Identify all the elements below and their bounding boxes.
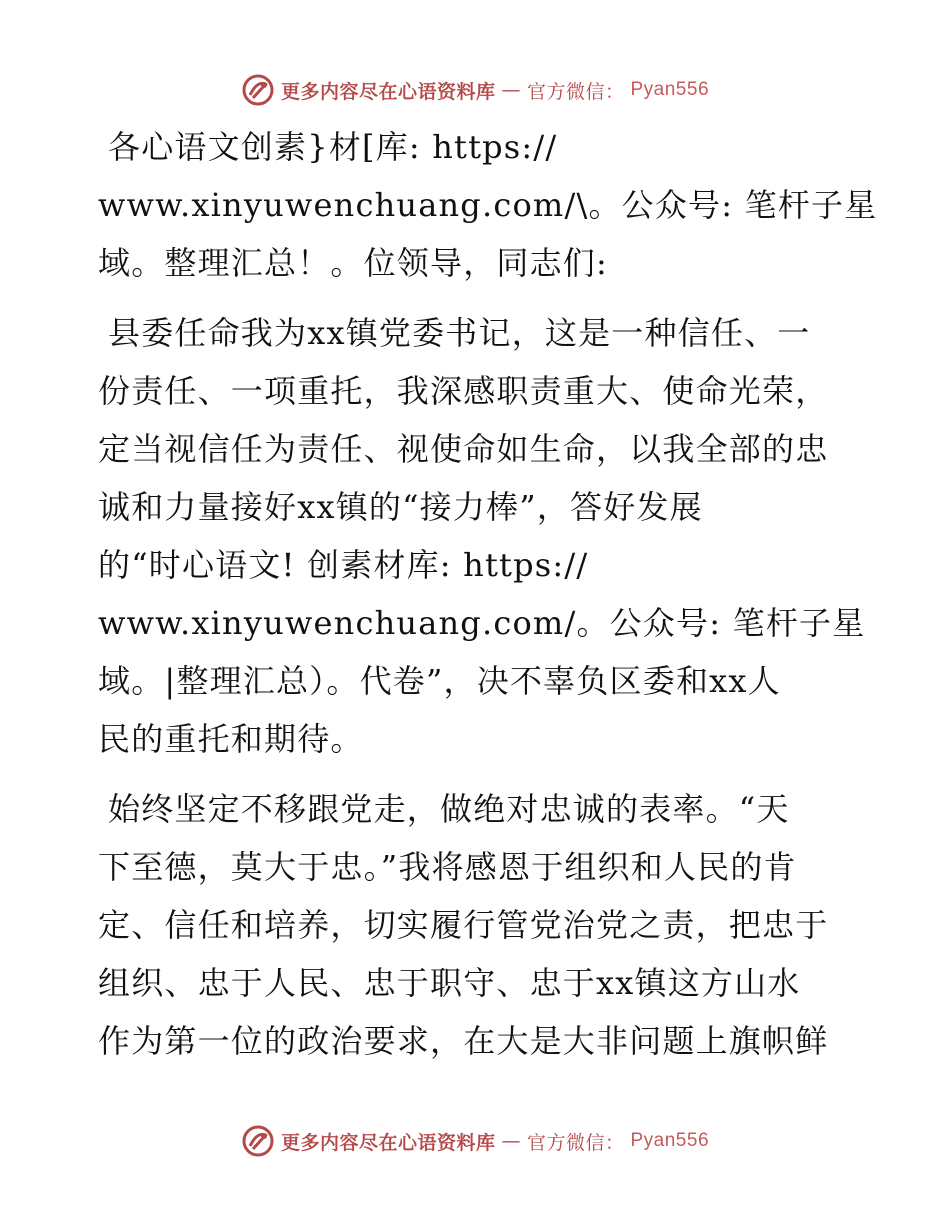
watermark-account: Pyan556 [630, 79, 710, 100]
watermark-wechat-label: 官方微信： [526, 80, 625, 103]
text-line: 的“时心语文! 创素材库: https:// [98, 546, 589, 584]
footer-watermark [0, 1121, 950, 1161]
watermark-text: 更多内容尽在心语资料库 [280, 1131, 496, 1154]
text-line: 各心语文创素}材[库: https:// [108, 128, 558, 166]
text-line: 县委任命我为xx镇党委书记，这是一种信任、一 [108, 314, 811, 352]
brand-logo-icon [241, 1124, 275, 1158]
watermark-separator: — [501, 79, 521, 101]
watermark-separator: — [501, 1130, 521, 1152]
text-line: 组织、忠于人民、忠于职守、忠于xx镇这方山水 [98, 964, 801, 1002]
text-line: 域。|整理汇总）。代卷”，决不辜负区委和xx人 [98, 662, 781, 700]
text-line: 诚和力量接好xx镇的“接力棒”，答好发展 [98, 488, 703, 526]
text-line: 域。整理汇总！。位领导，同志们: [98, 244, 608, 282]
paragraph-3 [98, 780, 850, 1070]
watermark-account: Pyan556 [630, 1130, 710, 1151]
paragraph-1 [98, 118, 878, 292]
text-line: 定当视信任为责任、视使命如生命，以我全部的忠 [98, 430, 829, 468]
text-line: 民的重托和期待。 [98, 720, 364, 758]
text-line: www.xinyuwenchuang.com/\。公众号: 笔杆子星 [98, 186, 878, 224]
text-line: 始终坚定不移跟党走，做绝对忠诚的表率。“天 [108, 790, 790, 828]
text-line: www.xinyuwenchuang.com/。公众号: 笔杆子星 [98, 604, 866, 642]
text-line: 定、信任和培养，切实履行管党治党之责，把忠于 [98, 906, 829, 944]
text-line: 作为第一位的政治要求，在大是大非问题上旗帜鲜 [98, 1022, 829, 1060]
header-watermark [0, 70, 950, 110]
text-line: 下至德，莫大于忠。”我将感恩于组织和人民的肯 [98, 848, 797, 886]
text-line: 份责任、一项重托，我深感职责重大、使命光荣， [98, 372, 829, 410]
document-body [98, 118, 878, 1070]
brand-logo-icon [241, 73, 275, 107]
paragraph-2 [98, 304, 866, 768]
watermark-wechat-label: 官方微信： [526, 1131, 625, 1154]
watermark-text: 更多内容尽在心语资料库 [280, 80, 496, 103]
